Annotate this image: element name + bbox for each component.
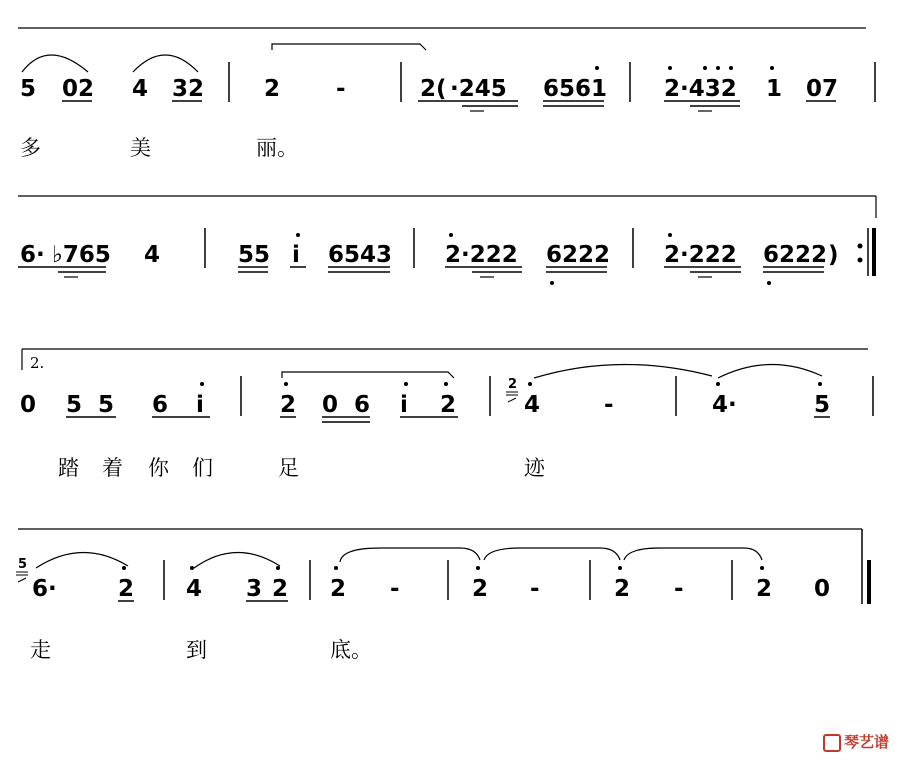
watermark-text: 琴艺谱 [843, 733, 889, 751]
volta-2-label: 2. [30, 354, 45, 372]
note: 02 [62, 76, 95, 102]
lyric: 到 [186, 638, 207, 662]
note: i [400, 392, 408, 418]
note: 5 [66, 392, 83, 418]
note: 2 [280, 392, 297, 418]
note: 6· [32, 576, 57, 602]
lyric: 走 [30, 638, 51, 662]
note: 4 [132, 76, 149, 102]
staff-row-2 [18, 196, 876, 285]
lyric: 足 [278, 456, 299, 480]
note: 4 [144, 242, 161, 268]
note: 0 [20, 392, 37, 418]
lyric: 们 [192, 456, 213, 480]
note: 2 [440, 392, 457, 418]
lyric: 踏 [58, 456, 79, 480]
note: 2( [420, 76, 447, 102]
note: 6222 [546, 242, 611, 268]
note: 4· [712, 392, 737, 418]
note: 0 [322, 392, 339, 418]
lyric: 迹 [524, 456, 545, 480]
note: ·245 [450, 76, 507, 102]
note: 6561 [543, 76, 608, 102]
note: 5 [20, 76, 37, 102]
note: 2·222 [445, 242, 518, 268]
note: 2 [756, 576, 773, 602]
note: 2·432 [664, 76, 737, 102]
note: 5 [814, 392, 831, 418]
note: 2 [330, 576, 347, 602]
note: 07 [806, 76, 839, 102]
note: 6 [152, 392, 169, 418]
note: 6222 [763, 242, 828, 268]
note: i [196, 392, 204, 418]
grace-note: 2 [508, 377, 518, 392]
lyric: 你 [148, 456, 169, 480]
note: 4 [524, 392, 541, 418]
note: 0 [814, 576, 831, 602]
dash: - [390, 576, 400, 602]
note: 1 [766, 76, 783, 102]
note: 2·222 [664, 242, 737, 268]
dash: - [674, 576, 684, 602]
note: 5 [98, 392, 115, 418]
lyric: 丽。 [256, 136, 298, 160]
note: 2 [264, 76, 281, 102]
note: 32 [172, 76, 205, 102]
qin-logo-icon [823, 734, 841, 752]
lyric: 多 [20, 136, 41, 160]
note: 3 [246, 576, 263, 602]
lyric: 着 [102, 456, 123, 480]
note: i [292, 242, 300, 268]
note: 2 [118, 576, 135, 602]
note: ♭765 [52, 242, 111, 268]
note: 2 [614, 576, 631, 602]
note: 55 [238, 242, 271, 268]
dash: - [604, 392, 614, 418]
note: 2 [272, 576, 289, 602]
note: 6 [354, 392, 371, 418]
note: 2 [472, 576, 489, 602]
lyric: 底。 [330, 638, 372, 662]
grace-note: 5 [18, 557, 28, 572]
note: 6· [20, 242, 45, 268]
note: 4 [186, 576, 203, 602]
staff-row-4 [16, 529, 869, 604]
note: 6543 [328, 242, 393, 268]
lyric: 美 [130, 136, 151, 160]
staff-row-3 [20, 349, 873, 422]
watermark [823, 731, 889, 752]
dash: - [530, 576, 540, 602]
dash: - [336, 76, 346, 102]
paren: ) [828, 242, 839, 268]
staff-row-1 [18, 28, 875, 111]
